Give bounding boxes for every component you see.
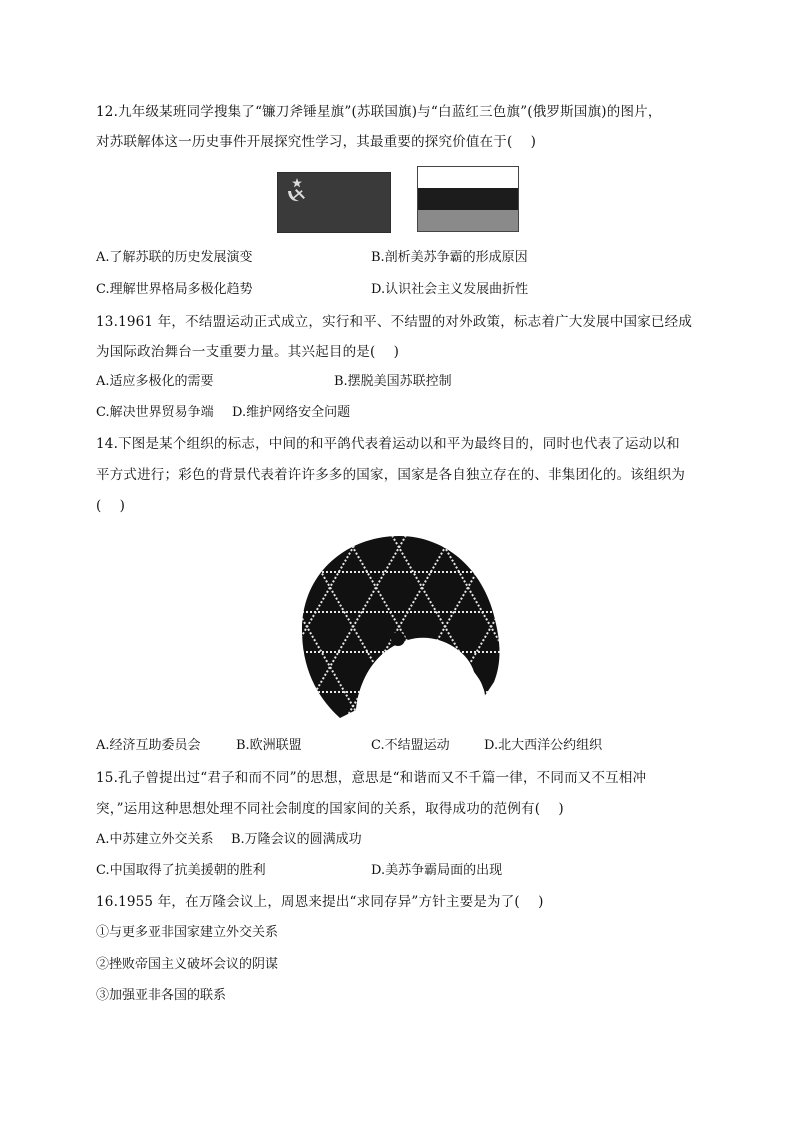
q16-item-1: ①与更多亚非国家建立外交关系	[96, 925, 279, 940]
q12-option-d[interactable]: D.认识社会主义发展曲折性	[371, 282, 529, 297]
q13-option-a[interactable]: A.适应多极化的需要	[96, 374, 214, 389]
non-aligned-movement-emblem	[298, 532, 500, 724]
q14-option-d[interactable]: D.北大西洋公约组织	[484, 738, 603, 753]
q16-stem-line1: 16.1955 年，在万隆会议上，周恩来提出“求同存异”方针主要是为了( )	[96, 894, 544, 910]
q14-stem-line1: 14.下图是某个组织的标志，中间的和平鸽代表着运动以和平为最终目的，同时也代表了运动以和	[96, 436, 680, 452]
q12-stem-line1: 12.九年级某班同学搜集了“镰刀斧锤星旗”(苏联国旗)与“白蓝红三色旗”(俄罗斯国旗)的图片，	[96, 104, 662, 120]
q15-option-c[interactable]: C.中国取得了抗美援朝的胜利	[96, 863, 266, 878]
q13-option-c[interactable]: C.解决世界贸易争端	[96, 405, 214, 420]
q12-option-c[interactable]: C.理解世界格局多极化趋势	[96, 282, 253, 297]
q12-option-b[interactable]: B.剖析美苏争霸的形成原因	[371, 250, 528, 265]
soviet-flag-image	[277, 172, 391, 233]
q13-stem-line1: 13.1961 年，不结盟运动正式成立，实行和平、不结盟的对外政策，标志着广大发展中国家已经成	[96, 314, 693, 330]
russian-flag-image	[417, 166, 519, 232]
q16-item-2: ②挫败帝国主义破坏会议的阴谋	[96, 957, 279, 972]
q13-option-d[interactable]: D.维护网络安全问题	[232, 405, 351, 420]
q14-option-a[interactable]: A.经济互助委员会	[96, 738, 201, 753]
q13-option-b[interactable]: B.摆脱美国苏联控制	[334, 374, 452, 389]
q14-option-c[interactable]: C.不结盟运动	[371, 738, 450, 753]
q14-stem-line3: ( )	[96, 498, 126, 514]
q15-stem-line2: 突，”运用这种思想处理不同社会制度的国家间的关系，取得成功的范例有( )	[96, 801, 564, 817]
q15-option-a[interactable]: A.中苏建立外交关系	[96, 832, 214, 847]
q14-option-b[interactable]: B.欧洲联盟	[236, 738, 302, 753]
q16-item-3: ③加强亚非各国的联系	[96, 988, 227, 1003]
q15-option-d[interactable]: D.美苏争霸局面的出现	[371, 863, 503, 878]
q12-option-a[interactable]: A.了解苏联的历史发展演变	[96, 250, 253, 265]
q13-stem-line2: 为国际政治舞台一支重要力量。其兴起目的是( )	[96, 344, 400, 360]
q14-stem-line2: 平方式进行；彩色的背景代表着许许多多的国家，国家是各自独立存在的、非集团化的。该组织为	[96, 467, 686, 483]
q15-option-b[interactable]: B.万隆会议的圆满成功	[231, 832, 362, 847]
q15-stem-line1: 15.孔子曾提出过“君子和而不同”的思想，意思是“和谐而又不千篇一律，不同而又不互相冲	[96, 770, 647, 786]
q12-stem-line2: 对苏联解体这一历史事件开展探究性学习，其最重要的探究价值在于( )	[96, 134, 537, 150]
